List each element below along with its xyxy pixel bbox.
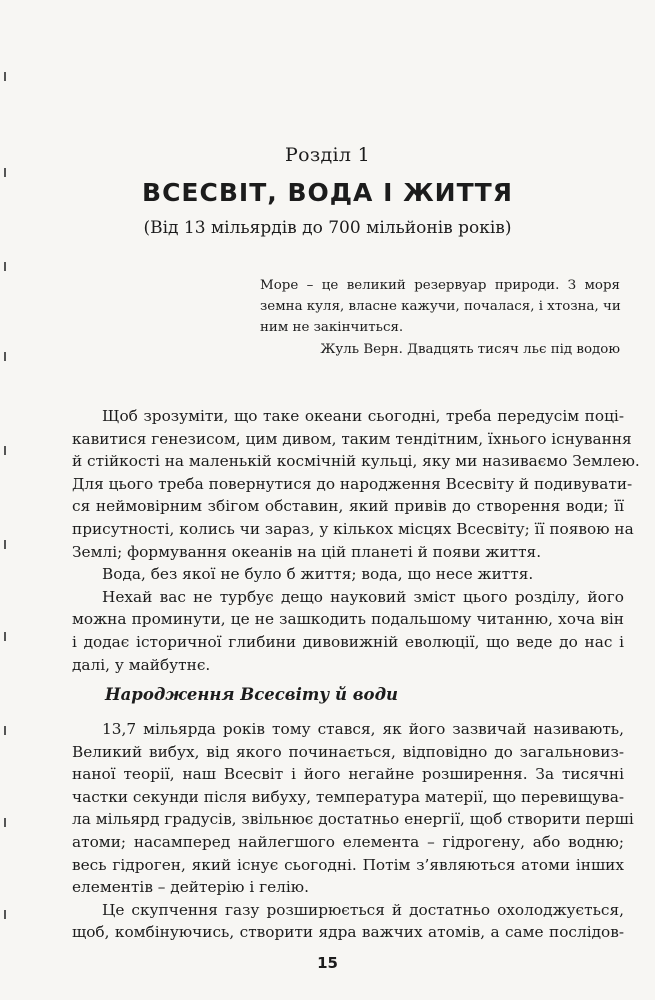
text-line: 13,7 мільярда років тому стався, як його зазвичай називають, [102,720,624,738]
chapter-subtitle: (Від 13 мільярдів до 700 мільйонів років) [143,218,512,238]
paragraph [72,899,624,944]
text-line: й стійкості на маленькій космічній кульці, яку ми називаємо Землею. [72,452,640,471]
section-heading: Народження Всесвіту й води [105,685,399,704]
epigraph-line: ним не закінчиться. [260,320,404,335]
chapter-title: ВСЕСВІТ, ВОДА І ЖИТТЯ [142,178,513,207]
intro-text [72,405,640,676]
text-line: ся неймовірним збігом обставин, який привів до створення води; її [72,497,624,516]
margin-mark [4,726,6,735]
text-line: і додає історичної глибини дивовижній еволюції, що веде до нас і [72,632,624,651]
text-line: атоми; насамперед найлегшого елемента – гідрогену, або водню; [72,832,624,851]
margin-mark [4,446,6,455]
text-line: Великий вибух, від якого починається, відповідно до загальновиз- [72,742,624,761]
section-text [72,718,634,944]
paragraph [72,586,624,676]
text-line: кавитися генезисом, цим дивом, таким тендітним, їхнього існування [72,429,632,448]
text-line: наної теорії, наш Всесвіт і його негайне розширення. За тисячні [72,765,624,784]
text-line: весь гідроген, який існує сьогодні. Потім з’являються атоми інших [72,855,624,874]
paragraph [72,718,634,899]
margin-mark [4,72,6,81]
text-line: Для цього треба повернутися до народження Всесвіту й подивувати- [72,474,633,493]
text-line: Землі; формування океанів на цій планеті й появи життя. [72,542,542,561]
text-line: присутності, колись чи зараз, у кількох місцях Всесвіту; її появою на [72,519,634,538]
paragraph [72,405,640,563]
margin-mark [4,352,6,361]
paragraph [72,563,624,586]
page-number: 15 [317,954,338,972]
text-line: далі, у майбутнє. [72,655,211,674]
margin-mark [4,540,6,549]
chapter-label: Розділ 1 [285,144,370,166]
text-line: Щоб зрозуміти, що таке океани сьогодні, треба передусім поці- [102,407,624,425]
margin-mark [4,632,6,641]
epigraph-line: Море – це великий резервуар природи. З моря [260,278,620,293]
text-line: Це скупчення газу розширюється й достатньо охолоджується, [102,900,624,919]
margin-mark [4,818,6,827]
margin-mark [4,168,6,177]
text-line: ла мільярд градусів, звільнює достатньо енергії, щоб створити перші [72,810,634,829]
epigraph-attribution: Жуль Верн. Двадцять тисяч льє під водою [320,342,620,357]
margin-mark [4,262,6,271]
text-line: елементів – дейтерію і гелію. [72,878,309,897]
margin-mark [4,910,6,919]
epigraph-line: земна куля, власне кажучи, почалася, і хтозна, чи [260,299,621,314]
text-line: частки секунди після вибуху, температура матерії, що перевищува- [72,787,624,806]
text-line: щоб, комбінуючись, створити ядра важчих атомів, а саме послідов- [72,923,624,942]
text-line: можна проминути, це не зашкодить подальшому читанню, хоча він [72,610,624,629]
text-line: Вода, без якої не було б життя; вода, що несе життя. [102,565,534,584]
text-line: Нехай вас не турбує дещо науковий зміст цього розділу, його [102,587,624,606]
epigraph [260,275,620,360]
